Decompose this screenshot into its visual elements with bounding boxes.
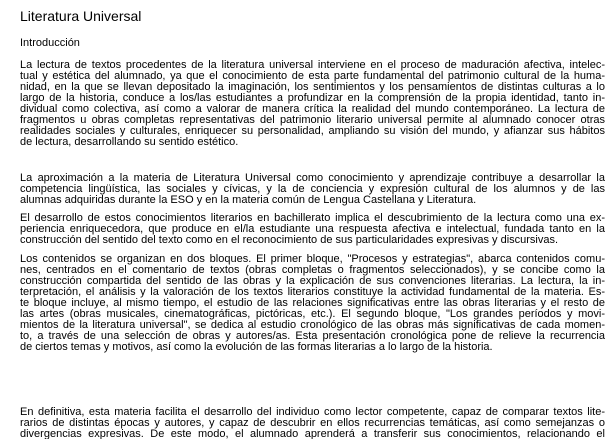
text-line: dividual como colectiva, así como a valorar de manera crítica la realidad del mundo contemporáneo. La lectura de (20, 104, 605, 115)
text-line: realidades sociales y culturales, enriquecer su personalidad, ampliando su visión del mundo, y afianzar sus hábitos (20, 126, 605, 137)
paragraph-1 (20, 60, 605, 148)
text-line: La aproximación a la materia de Literatura Universal como conocimiento y aprendizaje contribuye a desarrollar la (20, 173, 605, 184)
text-line: En definitiva, esta materia facilita el desarrollo del individuo como lector competente, capaz de comparar textos lite- (20, 407, 605, 418)
text-line: de ciertos temas y motivos, así como la evolución de las formas literarias a lo largo de la historia. (20, 342, 493, 353)
text-line: divergencias expresivas. De este modo, el alumnado aprenderá a transferir sus conocimientos, relacionando el (20, 429, 605, 439)
text-line: El desarrollo de estos conocimientos literarios en bachillerato implica el descubrimiento de la lectura como una ex- (20, 213, 605, 224)
text-line: largo de la historia, conduce a los/las estudiantes a profundizar en la comprensión de la propia identidad, tanto in- (20, 93, 605, 104)
paragraph-2 (20, 173, 605, 206)
document-title: Literatura Universal (20, 8, 142, 24)
text-line: construcción compartida del sentido de las obras y la explicación de sus convenciones literarias. La lectura, la in- (20, 276, 605, 287)
text-line: La lectura de textos procedentes de la literatura universal interviene en el proceso de maduración afectiva, intelec- (20, 60, 605, 71)
text-line: mientos de la literatura universal", se dedica al estudio cronológico de las obras más significativas de cada momen- (20, 320, 605, 331)
text-line: Los contenidos se organizan en dos bloques. El primer bloque, "Procesos y estrategias", abarca contenidos comu- (20, 254, 605, 265)
paragraph-4 (20, 254, 605, 353)
text-line: nidad, en la que se llevan depositado la imaginación, los sentimientos y los pensamientos de distintas culturas a lo (20, 82, 605, 93)
text-line: rarios de distintas épocas y autores, y capaz de descubrir en ellos recurrencias temáticas, así como semejanzas o (20, 418, 605, 429)
text-line: las artes (obras musicales, cinematográficas, pictóricas, etc.). El segundo bloque, "Los grandes períodos y movi- (20, 309, 605, 320)
text-line: construcción del sentido del texto como en el reconocimiento de sus particularidades expresivas y discursivas. (20, 235, 559, 246)
text-line: terpretación, el análisis y la valoración de los textos literarios constituye la actividad fundamental de la materia. Es- (20, 287, 605, 298)
text-line: tual y estética del alumnado, ya que el conocimiento de esta parte fundamental del patrimonio cultural de la huma- (20, 71, 605, 82)
paragraph-5 (20, 407, 605, 439)
text-line: periencia enriquecedora, que produce en el/la estudiante una respuesta afectiva e intelectual, fundada tanto en la (20, 224, 605, 235)
text-line: fragmentos u obras completas representativas del patrimonio literario universal permite al alumnado conocer otras (20, 115, 605, 126)
text-line: alumnas adquiridas durante la ESO y en la materia común de Lengua Castellana y Literatura. (20, 195, 477, 206)
text-line: to, a través de una selección de obras y autores/as. Esta presentación cronológica pone de relieve la recurrencia (20, 331, 605, 342)
section-heading: Introducción (20, 37, 80, 49)
text-line: te bloque incluye, al mismo tiempo, el estudio de las relaciones significativas entre las obras literarias y el resto de (20, 298, 605, 309)
paragraph-3 (20, 213, 605, 246)
text-line: nes, centrados en el comentario de textos (obras completas o fragmentos seleccionados), y se concibe como la (20, 265, 605, 276)
text-line: de lectura, desarrollando su sentido estético. (20, 137, 239, 148)
text-line: competencia lingüística, las sociales y cívicas, y la de conciencia y expresión cultural de los alumnos y de las (20, 184, 605, 195)
